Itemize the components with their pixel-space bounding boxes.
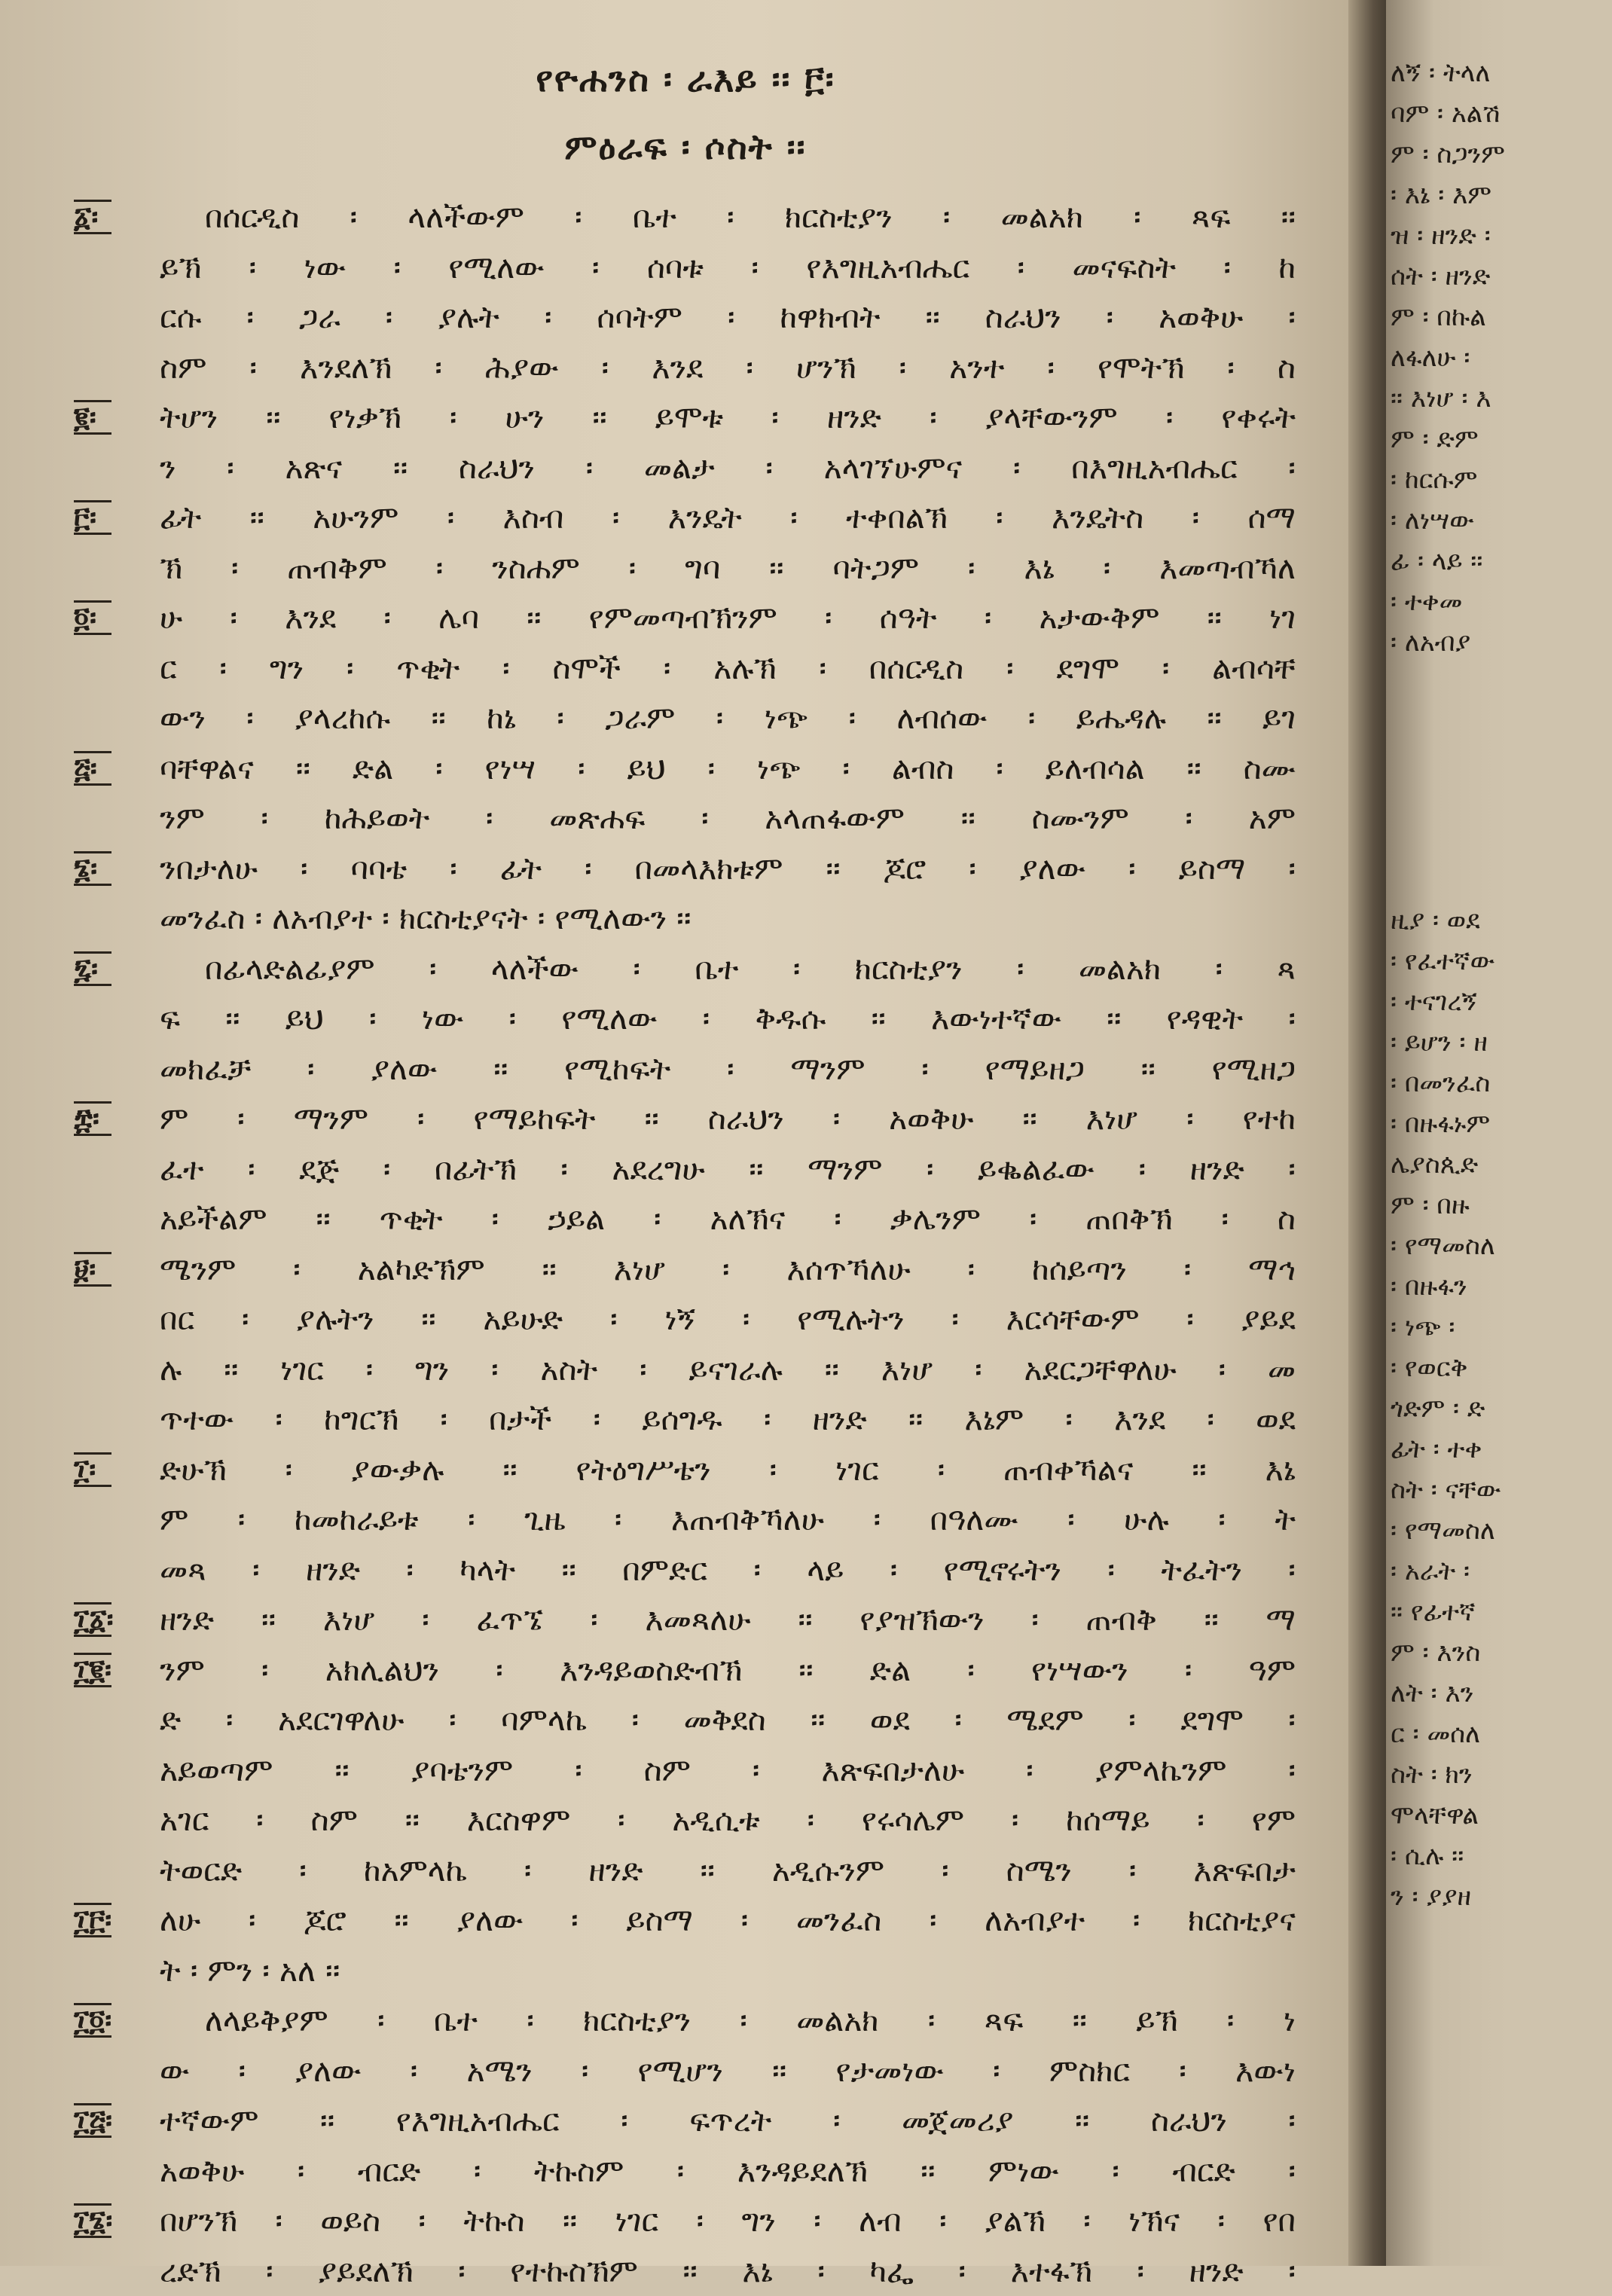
facing-page-line: ፡ ለነሣው: [1386, 500, 1612, 541]
text-line: [0, 1695, 1371, 1745]
verse-text: ሜንም ፡ አልካድኽም ፡፡ እነሆ ፡ እሰጥኻለሁ ፡ ከሰይጣን ፡ ማኅ: [160, 1249, 1296, 1290]
facing-page-line: ም ፡ ድም: [1386, 419, 1612, 460]
verse-text: ፈተ ፡ ደጅ ፡ በፊትኽ ፡ አደረግሁ ፡፡ ማንም ፡ ይቈልፈው ፡ ዘንድ ፡: [160, 1149, 1296, 1189]
verse-text: ስም ፡ እንደለኽ ፡ ሕያው ፡ እንደ ፡ ሆንኽ ፡ አንተ ፡ የሞትኽ ፡ ስ: [160, 347, 1296, 388]
verse-text: አገር ፡ ስም ፡፡ እርስዋም ፡ አዲሲቱ ፡ የሩሳሌም ፡ ከሰማይ ፡ የም: [160, 1800, 1296, 1840]
facing-page-line: ባም ፡ አልሽ: [1386, 93, 1612, 134]
verse-number: ፬፡: [74, 600, 111, 635]
verse-text: ድ ፡ አደርገዋለሁ ፡ ባምላኬ ፡ መቅደስ ፡፡ ወደ ፡ ሜደም ፡ ደግሞ ፡: [160, 1699, 1296, 1740]
verse-text: አይወጣም ፡፡ ያባቴንም ፡ ስም ፡ እጽፍበታለሁ ፡ ያምላኬንም ፡: [160, 1750, 1296, 1791]
facing-page-line: ር ፡ መሰለ: [1386, 1714, 1612, 1754]
facing-page-line: ፡ የማመስለ: [1386, 1226, 1612, 1266]
text-line: [0, 2246, 1371, 2296]
facing-page-line: ፡ በዙፋኑም: [1386, 1104, 1612, 1144]
text-line: [0, 944, 1371, 994]
verse-text: ውን ፡ ያላረከሱ ፡፡ ከኔ ፡ ጋራም ፡ ነጭ ፡ ለብሰው ፡ ይሔዳሉ ፡፡ ይገ: [160, 698, 1296, 738]
text-line: [0, 1495, 1371, 1545]
verse-number: ፮፡: [74, 851, 111, 886]
facing-page-line: ስት ፡ ክን: [1386, 1754, 1612, 1795]
text-line: [0, 643, 1371, 694]
text-line: [0, 1244, 1371, 1295]
text-line: [0, 1995, 1371, 2046]
text-line: [0, 2146, 1371, 2197]
text-line: [0, 292, 1371, 343]
facing-page-line: ፊት ፡ ተቀ: [1386, 1429, 1612, 1470]
verse-number: ፲፪፡: [74, 1653, 111, 1687]
verse-text: ም ፡ ከመከራይቱ ፡ ጊዜ ፡ እጠብቅኻለሁ ፡ በዓለሙ ፡ ሁሉ ፡ ት: [160, 1499, 1296, 1540]
text-line: [0, 543, 1371, 594]
verse-text: መጻ ፡ ዘንድ ፡ ካላት ፡፡ በምድር ፡ ላይ ፡ የሚኖሩትን ፡ ትፈትን ፡: [160, 1549, 1296, 1590]
verse-text: ፊት ፡፡ አሁንም ፡ እስብ ፡ እንዴት ፡ ተቀበልኽ ፡ እንዴትስ ፡ ሰማ: [160, 497, 1296, 538]
verse-number: ፰፡: [74, 1101, 111, 1136]
verse-text: በሆንኽ ፡ ወይስ ፡ ትኩስ ፡፡ ነገር ፡ ግን ፡ ለብ ፡ ያልኽ ፡ ነኽና ፡ የበ: [160, 2200, 1296, 2241]
text-line: [0, 1294, 1371, 1345]
text-line: [0, 2196, 1371, 2246]
facing-page-line: ፡ ተናገረኝ: [1386, 982, 1612, 1022]
verse-text: ንም ፡ ከሕይወት ፡ መጽሐፍ ፡ አላጠፋውም ፡፡ ስሙንም ፡ አም: [160, 798, 1296, 838]
text-line: [0, 1144, 1371, 1195]
text-line: [0, 192, 1371, 243]
verse-number: ፲፫፡: [74, 1903, 111, 1937]
text-line: [0, 1795, 1371, 1846]
verse-number: ፲፭፡: [74, 2103, 111, 2138]
text-line: [0, 1445, 1371, 1495]
text-line: [0, 793, 1371, 844]
chapter-heading: ምዕራፍ ፡ ሶስት ፡፡: [0, 127, 1371, 169]
verse-text: ለሁ ፡ ጆሮ ፡፡ ያለው ፡ ይስማ ፡ መንፈስ ፡ ለአብያተ ፡ ክርስቲያና: [160, 1900, 1296, 1940]
facing-page-line: ፡ ይሆን ፡ ዘ: [1386, 1022, 1612, 1063]
text-line: [0, 1595, 1371, 1645]
facing-page-line: ሞላቸዋል: [1386, 1795, 1612, 1836]
text-line: [0, 693, 1371, 743]
text-line: [0, 1946, 1371, 1996]
verse-text: አይችልም ፡፡ ጥቂት ፡ ኃይል ፡ አለኽና ፡ ቃሌንም ፡ ጠበቅኽ ፡ ስ: [160, 1198, 1296, 1239]
facing-page-edge: [1386, 0, 1507, 2266]
verse-text: ንም ፡ አክሊልህን ፡ እንዳይወስድብኽ ፡፡ ድል ፡ የነሣውን ፡ ዓም: [160, 1650, 1296, 1690]
verse-number: ፪፡: [74, 400, 111, 435]
text-line: [0, 1545, 1371, 1595]
text-line: [0, 593, 1371, 643]
text-line: [0, 1846, 1371, 1896]
facing-page-line: ዚያ ፡ ወደ: [1386, 900, 1612, 941]
verse-text: በፊላድልፊያም ፡ ላለችው ፡ ቤተ ፡ ክርስቲያን ፡ መልአክ ፡ ጻ: [205, 948, 1296, 989]
text-line: [0, 243, 1371, 293]
text-line: [0, 392, 1371, 443]
verse-number: ፯፡: [74, 951, 111, 986]
verse-text: አወቅሁ ፡ ብርድ ፡ ትኩስም ፡ እንዳይደለኽ ፡፡ ምነው ፡ ብርድ ፡: [160, 2151, 1296, 2191]
verse-text: ትሆን ፡፡ የነቃኽ ፡ ሁን ፡፡ ይሞቱ ፡ ዘንድ ፡ ያላቸውንም ፡ የቀሩት: [160, 397, 1296, 438]
verse-text: ር ፡ ግን ፡ ጥቂት ፡ ስሞች ፡ አሉኽ ፡ በሰርዲስ ፡ ደግሞ ፡ ልብሳቸ: [160, 648, 1296, 688]
facing-page-line: ፡ ተቀመ: [1386, 582, 1612, 622]
text-line: [0, 1645, 1371, 1696]
text-line: [0, 1895, 1371, 1946]
verse-text: ው ፡ ያለው ፡ አሜን ፡ የሚሆን ፡፡ የታመነው ፡ ምስክር ፡ እውነ: [160, 2050, 1296, 2091]
text-line: [0, 1194, 1371, 1244]
verse-number: ፲፩፡: [74, 1602, 111, 1637]
verse-text: ርሱ ፡ ጋራ ፡ ያሉት ፡ ሰባትም ፡ ከዋክብት ፡፡ ስራህን ፡ አወቅሁ ፡: [160, 297, 1296, 337]
text-line: [0, 1044, 1371, 1095]
verse-number: ፲፮፡: [74, 2203, 111, 2238]
verse-text: ፍ ፡፡ ይህ ፡ ነው ፡ የሚለው ፡ ቅዱሱ ፡፡ እውነተኛው ፡፡ የዳዊት ፡: [160, 998, 1296, 1039]
verse-text: ድሁኽ ፡ ያውቃሉ ፡፡ የትዕግሥቴን ፡ ነገር ፡ ጠብቀኻልና ፡፡ እኔ: [160, 1449, 1296, 1490]
verse-text: ትወርድ ፡ ከአምላኬ ፡ ዘንድ ፡፡ አዲሱንም ፡ ስሜን ፡ እጽፍበታ: [160, 1850, 1296, 1891]
verse-text: ዘንድ ፡፡ እነሆ ፡ ፈጥኜ ፡ እመጻለሁ ፡፡ የያዝኽውን ፡ ጠብቅ ፡፡ ማ: [160, 1599, 1296, 1640]
facing-page-line: ለፋለሁ ፡: [1386, 337, 1612, 378]
facing-page-line: ለት ፡ እን: [1386, 1673, 1612, 1714]
running-header-book-title: የዮሐንስ ፡ ራእይ ፡፡ ፫፡: [0, 59, 1371, 101]
verse-text: ንበታለሁ ፡ ባባቴ ፡ ፊት ፡ በመላእክቱም ፡፡ ጆሮ ፡ ያለው ፡ ይስማ ፡: [160, 848, 1296, 889]
text-line: [0, 994, 1371, 1044]
text-line: [0, 2096, 1371, 2146]
facing-page-line: ፡ እኔ ፡ እም: [1386, 175, 1612, 215]
verse-text: ለላይቅያም ፡ ቤተ ፡ ክርስቲያን ፡ መልአክ ፡ ጻፍ ፡፡ ይኽ ፡ ነ: [205, 2000, 1296, 2041]
verse-number: ፲፡: [74, 1452, 111, 1487]
facing-page-line: ፊ ፡ ላይ ፡፡: [1386, 541, 1612, 582]
verse-text: ረድኽ ፡ ያይደለኽ ፡ የተኩስኽም ፡፡ እኔ ፡ ካፌ ፡ እተፋኽ ፡ ዘንድ ፡: [160, 2251, 1296, 2291]
text-line: [0, 1094, 1371, 1144]
facing-page-line: ጎድም ፡ ድ: [1386, 1388, 1612, 1429]
verse-text: ሉ ፡፡ ነገር ፡ ግን ፡ አስት ፡ ይናገራሉ ፡፡ እነሆ ፡ አደርጋቸዋለሁ ፡ መ: [160, 1349, 1296, 1390]
facing-page-line: ን ፡ ያያዘ: [1386, 1876, 1612, 1917]
verse-text: ን ፡ አጽና ፡፡ ስራህን ፡ መልታ ፡ አላገኘሁምና ፡ በእግዚአብሔር ፡: [160, 447, 1296, 488]
facing-page-line: ዝ ፡ ዘንድ ፡: [1386, 215, 1612, 256]
facing-page-line: ፡ የወርቅ: [1386, 1348, 1612, 1388]
verse-text: ይኽ ፡ ነው ፡ የሚለው ፡ ሰባቱ ፡ የእግዚአብሔር ፡ መናፍስት ፡ ከ: [160, 247, 1296, 288]
text-line: [0, 2046, 1371, 2096]
verse-text: ም ፡ ማንም ፡ የማይከፍት ፡፡ ስራህን ፡ አወቅሁ ፡፡ እነሆ ፡ የተከ: [160, 1098, 1296, 1139]
text-line: [0, 493, 1371, 543]
facing-page-line: ፡ ከርሱም: [1386, 460, 1612, 500]
verse-number: ፫፡: [74, 500, 111, 535]
text-block: [0, 192, 1371, 2296]
facing-page-line: ስት ፡ ናቸው: [1386, 1470, 1612, 1510]
verse-number: ፱፡: [74, 1252, 111, 1287]
facing-page-line: ም ፡ በዙ: [1386, 1185, 1612, 1226]
text-line: [0, 743, 1371, 794]
verse-text: ባቸዋልና ፡፡ ድል ፡ የነሣ ፡ ይህ ፡ ነጭ ፡ ልብስ ፡ ይለብሳል ፡፡ ስሙ: [160, 748, 1296, 789]
verse-text: መክፈቻ ፡ ያለው ፡፡ የሚከፍት ፡ ማንም ፡ የማይዘጋ ፡፡ የሚዘጋ: [160, 1049, 1296, 1089]
facing-page-line: ፡ የማመስለ: [1386, 1510, 1612, 1551]
facing-page-line: ፡ ነጭ ፡: [1386, 1307, 1612, 1348]
verse-number: ፩፡: [74, 200, 111, 234]
facing-page-line: ፡ ለአብያ: [1386, 622, 1612, 663]
facing-page-line: ፡ በዙፋን: [1386, 1266, 1612, 1307]
verse-text: መንፈስ ፡ ለአብያተ ፡ ክርስቲያናት ፡ የሚለውን ፡፡: [160, 898, 1296, 939]
verse-text: ት ፡ ምን ፡ አለ ፡፡: [160, 1950, 1296, 1991]
verse-text: ኽ ፡ ጠብቅም ፡ ንስሐም ፡ ግባ ፡፡ ባትጋም ፡ እኔ ፡ እመጣብኻለ: [160, 548, 1296, 588]
verse-text: በሰርዲስ ፡ ላለችውም ፡ ቤተ ፡ ክርስቲያን ፡ መልአክ ፡ ጻፍ ፡፡: [205, 197, 1296, 237]
facing-page-line: ፡ የፈተኛው: [1386, 941, 1612, 982]
verse-text: ተኛውም ፡፡ የእግዚአብሔር ፡ ፍጥረት ፡ መጀመሪያ ፡፡ ስራህን ፡: [160, 2100, 1296, 2141]
facing-page-bottom-column: [1386, 900, 1612, 1917]
verse-text: ጥተው ፡ ከግርኽ ፡ በታች ፡ ይሰግዱ ፡ ዘንድ ፡፡ እኔም ፡ እንደ ፡ ወደ: [160, 1399, 1296, 1440]
facing-page-line: ፡፡ እነሆ ፡ እ: [1386, 378, 1612, 419]
verse-number: ፭፡: [74, 751, 111, 786]
facing-page-line: ፡ አራት ፡: [1386, 1551, 1612, 1592]
facing-page-line: ፡ ሲሉ ፡፡: [1386, 1836, 1612, 1876]
verse-number: ፲፬፡: [74, 2003, 111, 2038]
text-line: [0, 893, 1371, 944]
facing-page-line: ሌያስጲድ: [1386, 1144, 1612, 1185]
text-line: [0, 343, 1371, 393]
facing-page-line: ሰት ፡ ዘንድ: [1386, 256, 1612, 297]
text-line: [0, 443, 1371, 493]
text-line: [0, 1345, 1371, 1395]
facing-page-top-column: [1386, 53, 1612, 663]
text-line: [0, 1394, 1371, 1445]
facing-page-line: ፡ በመንፈስ: [1386, 1063, 1612, 1104]
facing-page-line: ለኝ ፡ ትላለ: [1386, 53, 1612, 93]
text-line: [0, 1745, 1371, 1796]
facing-page-line: ም ፡ እንስ: [1386, 1632, 1612, 1673]
verse-text: ሁ ፡ እንደ ፡ ሌባ ፡፡ የምመጣብኽንም ፡ ሰዓት ፡ አታውቅም ፡፡ ነገ: [160, 597, 1296, 638]
verse-text: በር ፡ ያሉትን ፡፡ አይሁድ ፡ ነኝ ፡ የሚሉትን ፡ እርሳቸውም ፡ ያይደ: [160, 1299, 1296, 1339]
facing-page-line: ም ፡ በኩል: [1386, 297, 1612, 337]
facing-page-line: ም ፡ ስጋንም: [1386, 134, 1612, 175]
text-line: [0, 844, 1371, 894]
facing-page-line: ፡፡ የፊተኛ: [1386, 1592, 1612, 1632]
